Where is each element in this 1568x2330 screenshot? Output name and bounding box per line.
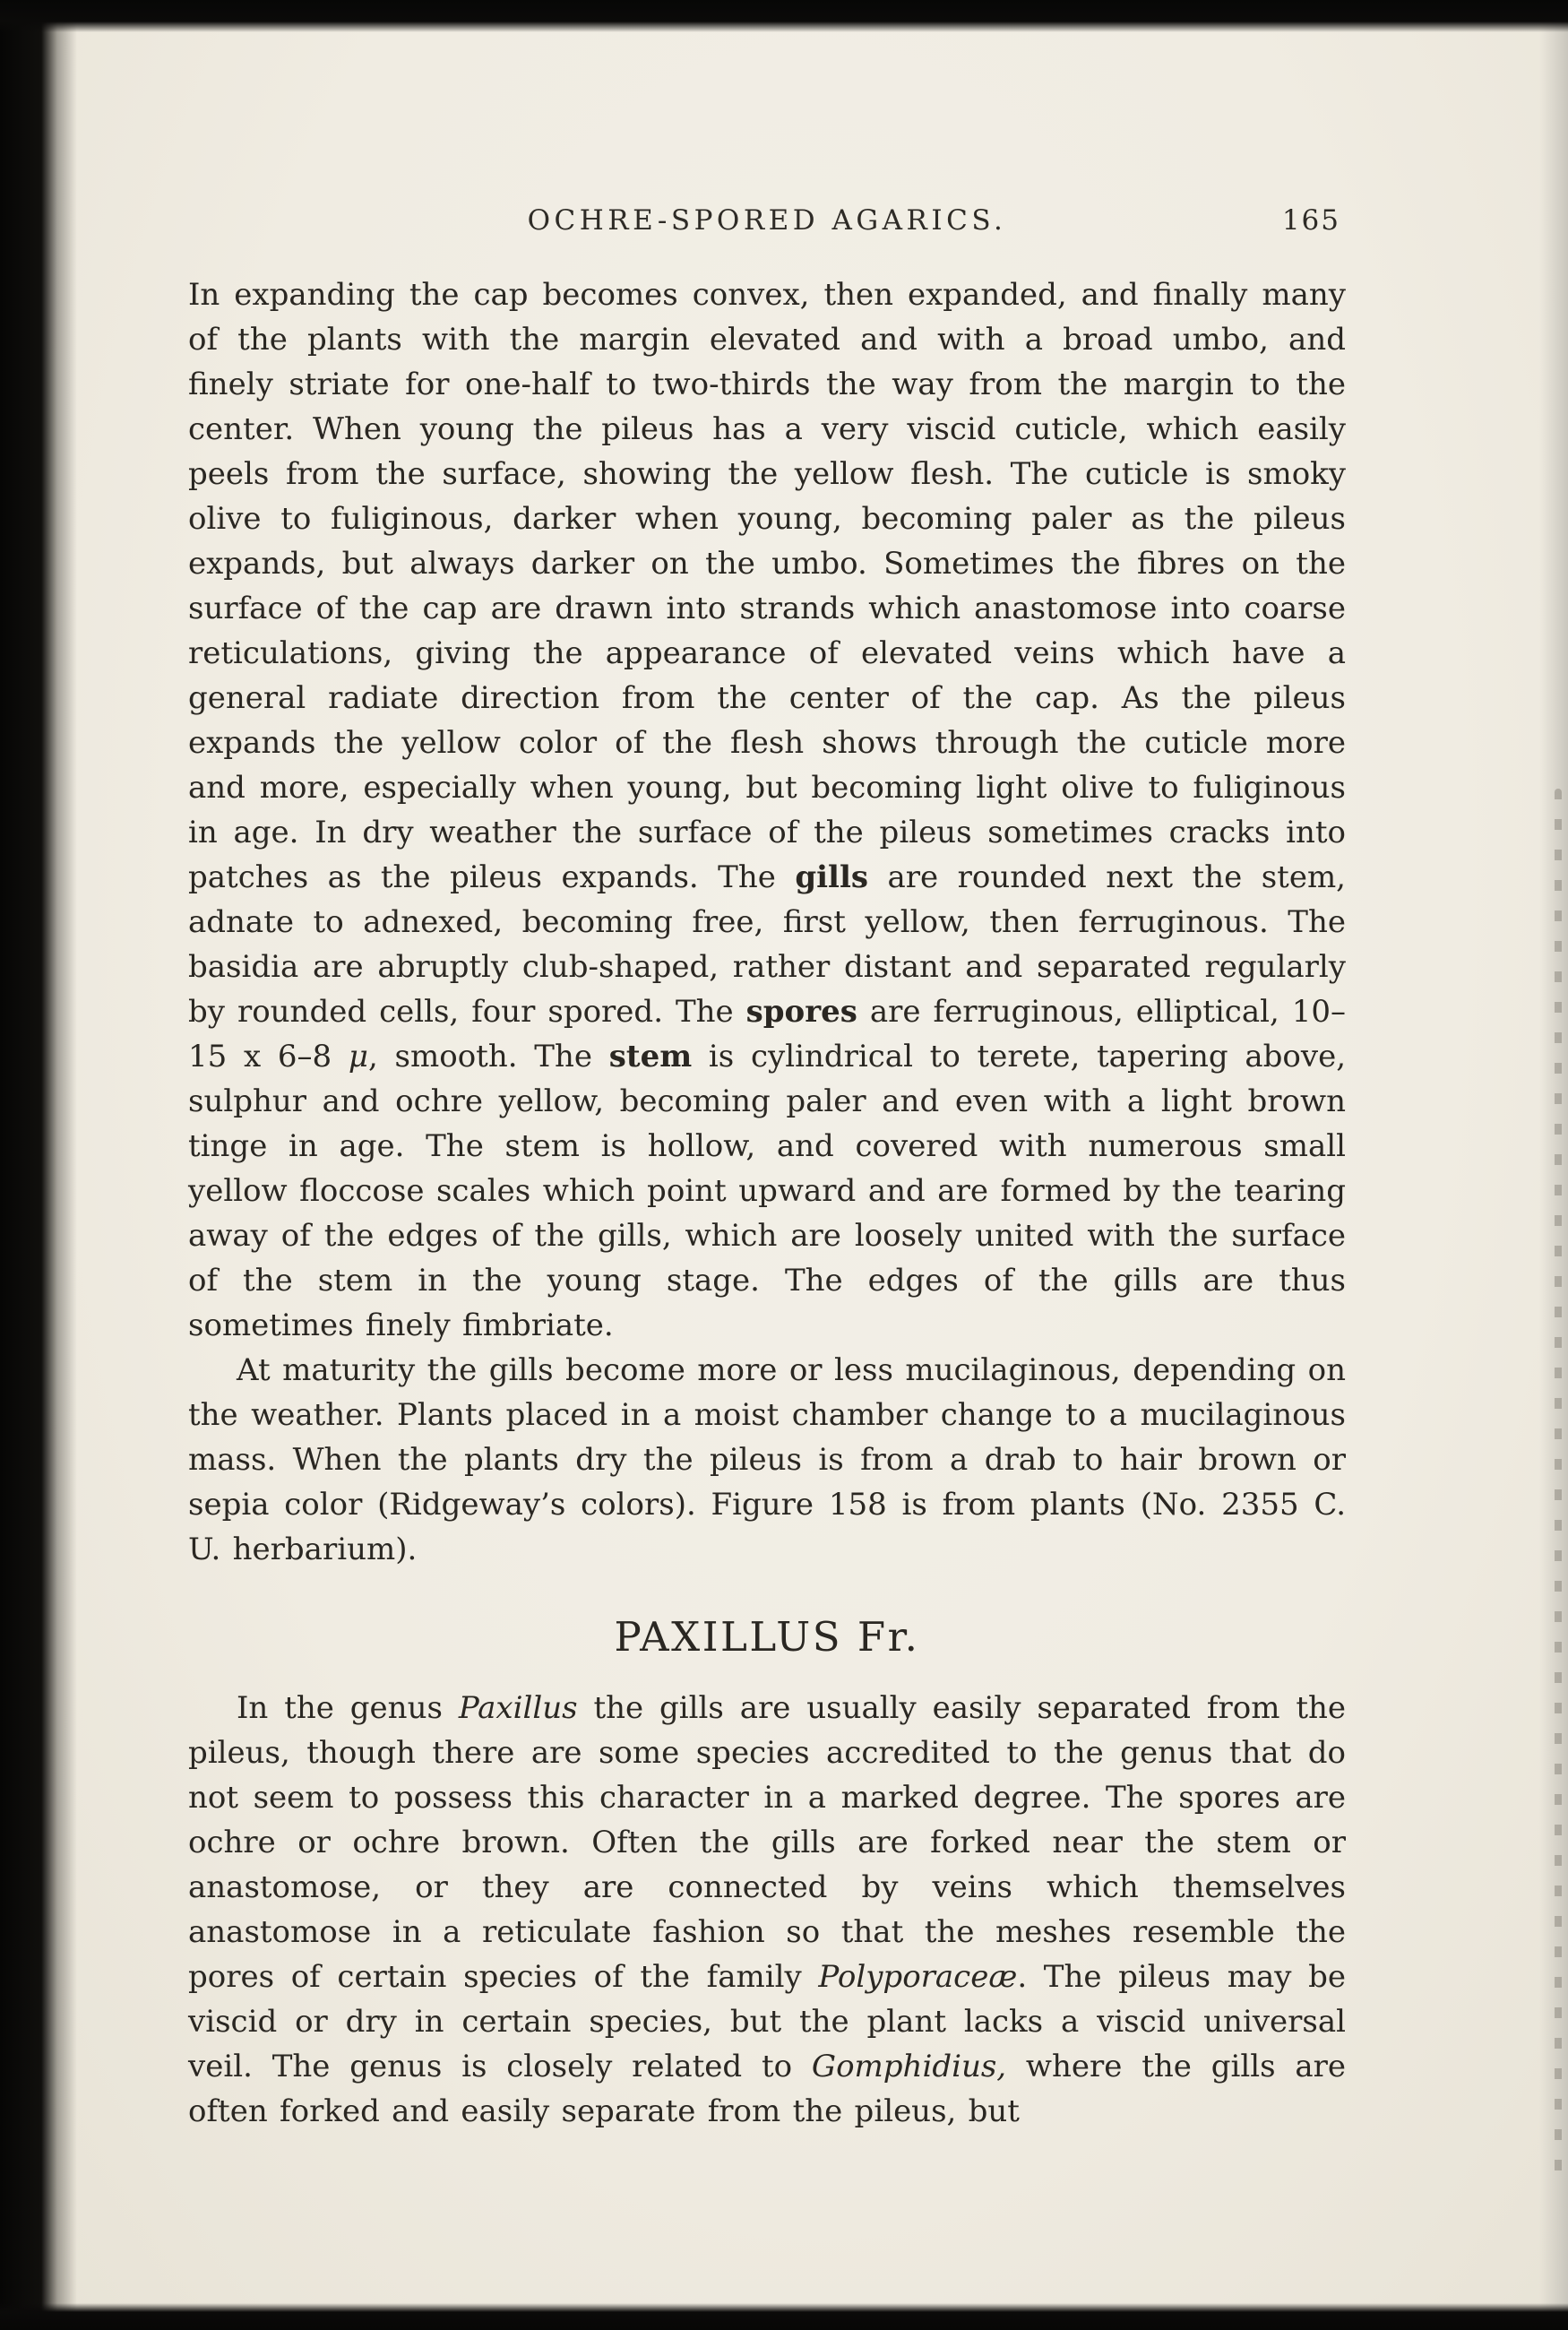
body-text-run: are rounded next the stem, adnate to adnexed, becoming free, first yellow, then ferruginous. The basidia are abruptly club-shaped, rather distant and separated regularly by rounded cells, four spored. The: [188, 859, 1346, 1030]
page-text-block: [188, 204, 1346, 2134]
body-text-run: where the gills are often forked and easily separate from the pileus, but: [188, 2049, 1346, 2129]
body-text-run: , smooth. The: [368, 1039, 609, 1074]
body-text-run: At maturity the gills become more or less mucilaginous, depending on the weather. Plants placed in a moist chamber change to a mucilaginous mass. When the plants dry the pileus is from a drab to hair brown or sepia color (Ridgeway’s colors). Figure 158 is from plants (No. 2355 C. U. herbarium).: [188, 1352, 1346, 1567]
bold-term: spores: [745, 994, 857, 1030]
body-text-run: the gills are usually easily separated from the pileus, though there are some species accredited to the genus that do not seem to possess this character in a marked degree. The spores are ochre or ochre brown. Often the gills are forked near the stem or anastomose, or they are connected by veins which themselves anastomose in a reticulate fashion so that the meshes resemble the pores of certain species of the family: [188, 1690, 1347, 1995]
italic-term: Polyporaceæ: [818, 1959, 1018, 1995]
paragraph-description: [188, 272, 1346, 1348]
italic-term: Gomphidius,: [811, 2049, 1007, 2084]
body-text-run: In expanding the cap becomes convex, then expanded, and finally many of the plants with the margin elevated and with a broad umbo, and finely striate for one-half to two-thirds the way from the margin to the center. When young the pileus has a very viscid cuticle, which easily peels from the surface, showing the yellow flesh. The cuticle is smoky olive to fuliginous, darker when young, becoming paler as the pileus expands, but always darker on the umbo. Sometimes the fibres on the surface of the cap are drawn into strands which anastomose into coarse reticulations, giving the appearance of elevated veins which have a general radiate direction from the center of the cap. As the pileus expands the yellow color of the flesh shows through the cuticle more and more, especially when young, but becoming light olive to fuliginous in age. In dry weather the surface of the pileus sometimes cracks into patches as the pileus expands. The: [188, 277, 1346, 895]
scan-top-edge: [0, 0, 1568, 32]
section-heading-paxillus: PAXILLUS Fr.: [614, 1613, 920, 1661]
bold-term: stem: [608, 1039, 693, 1074]
italic-term: μ: [348, 1039, 369, 1074]
running-head: [188, 204, 1346, 272]
scan-left-edge: [0, 0, 77, 2330]
bold-term: gills: [795, 859, 869, 895]
body-text-run: In the genus: [237, 1690, 459, 1726]
scan-right-edge: [1539, 0, 1568, 2330]
scan-edge-bleed-marks: [1555, 789, 1562, 2187]
running-title: OCHRE-SPORED AGARICS.: [527, 204, 1007, 237]
page-number: 165: [1281, 204, 1340, 237]
paragraph-maturity: [188, 1348, 1346, 1572]
paragraph-paxillus-genus: [188, 1686, 1346, 2134]
scan-bottom-edge: [0, 2303, 1568, 2330]
italic-term: Paxillus: [458, 1690, 578, 1726]
body-text-run: is cylindrical to terete, tapering above, sulphur and ochre yellow, becoming paler and even with a light brown tinge in age. The stem is hollow, and covered with numerous small yellow floccose scales which point upward and are formed by the tearing away of the edges of the gills, which are loosely united with the surface of the stem in the young stage. The edges of the gills are thus sometimes finely fimbriate.: [188, 1039, 1347, 1343]
body-text-run: are ferruginous, elliptical, 10–15 x 6–8: [188, 994, 1346, 1074]
body-text-run: . The pileus may be viscid or dry in certain species, but the plant lacks a viscid universal veil. The genus is closely related to: [188, 1959, 1346, 2084]
